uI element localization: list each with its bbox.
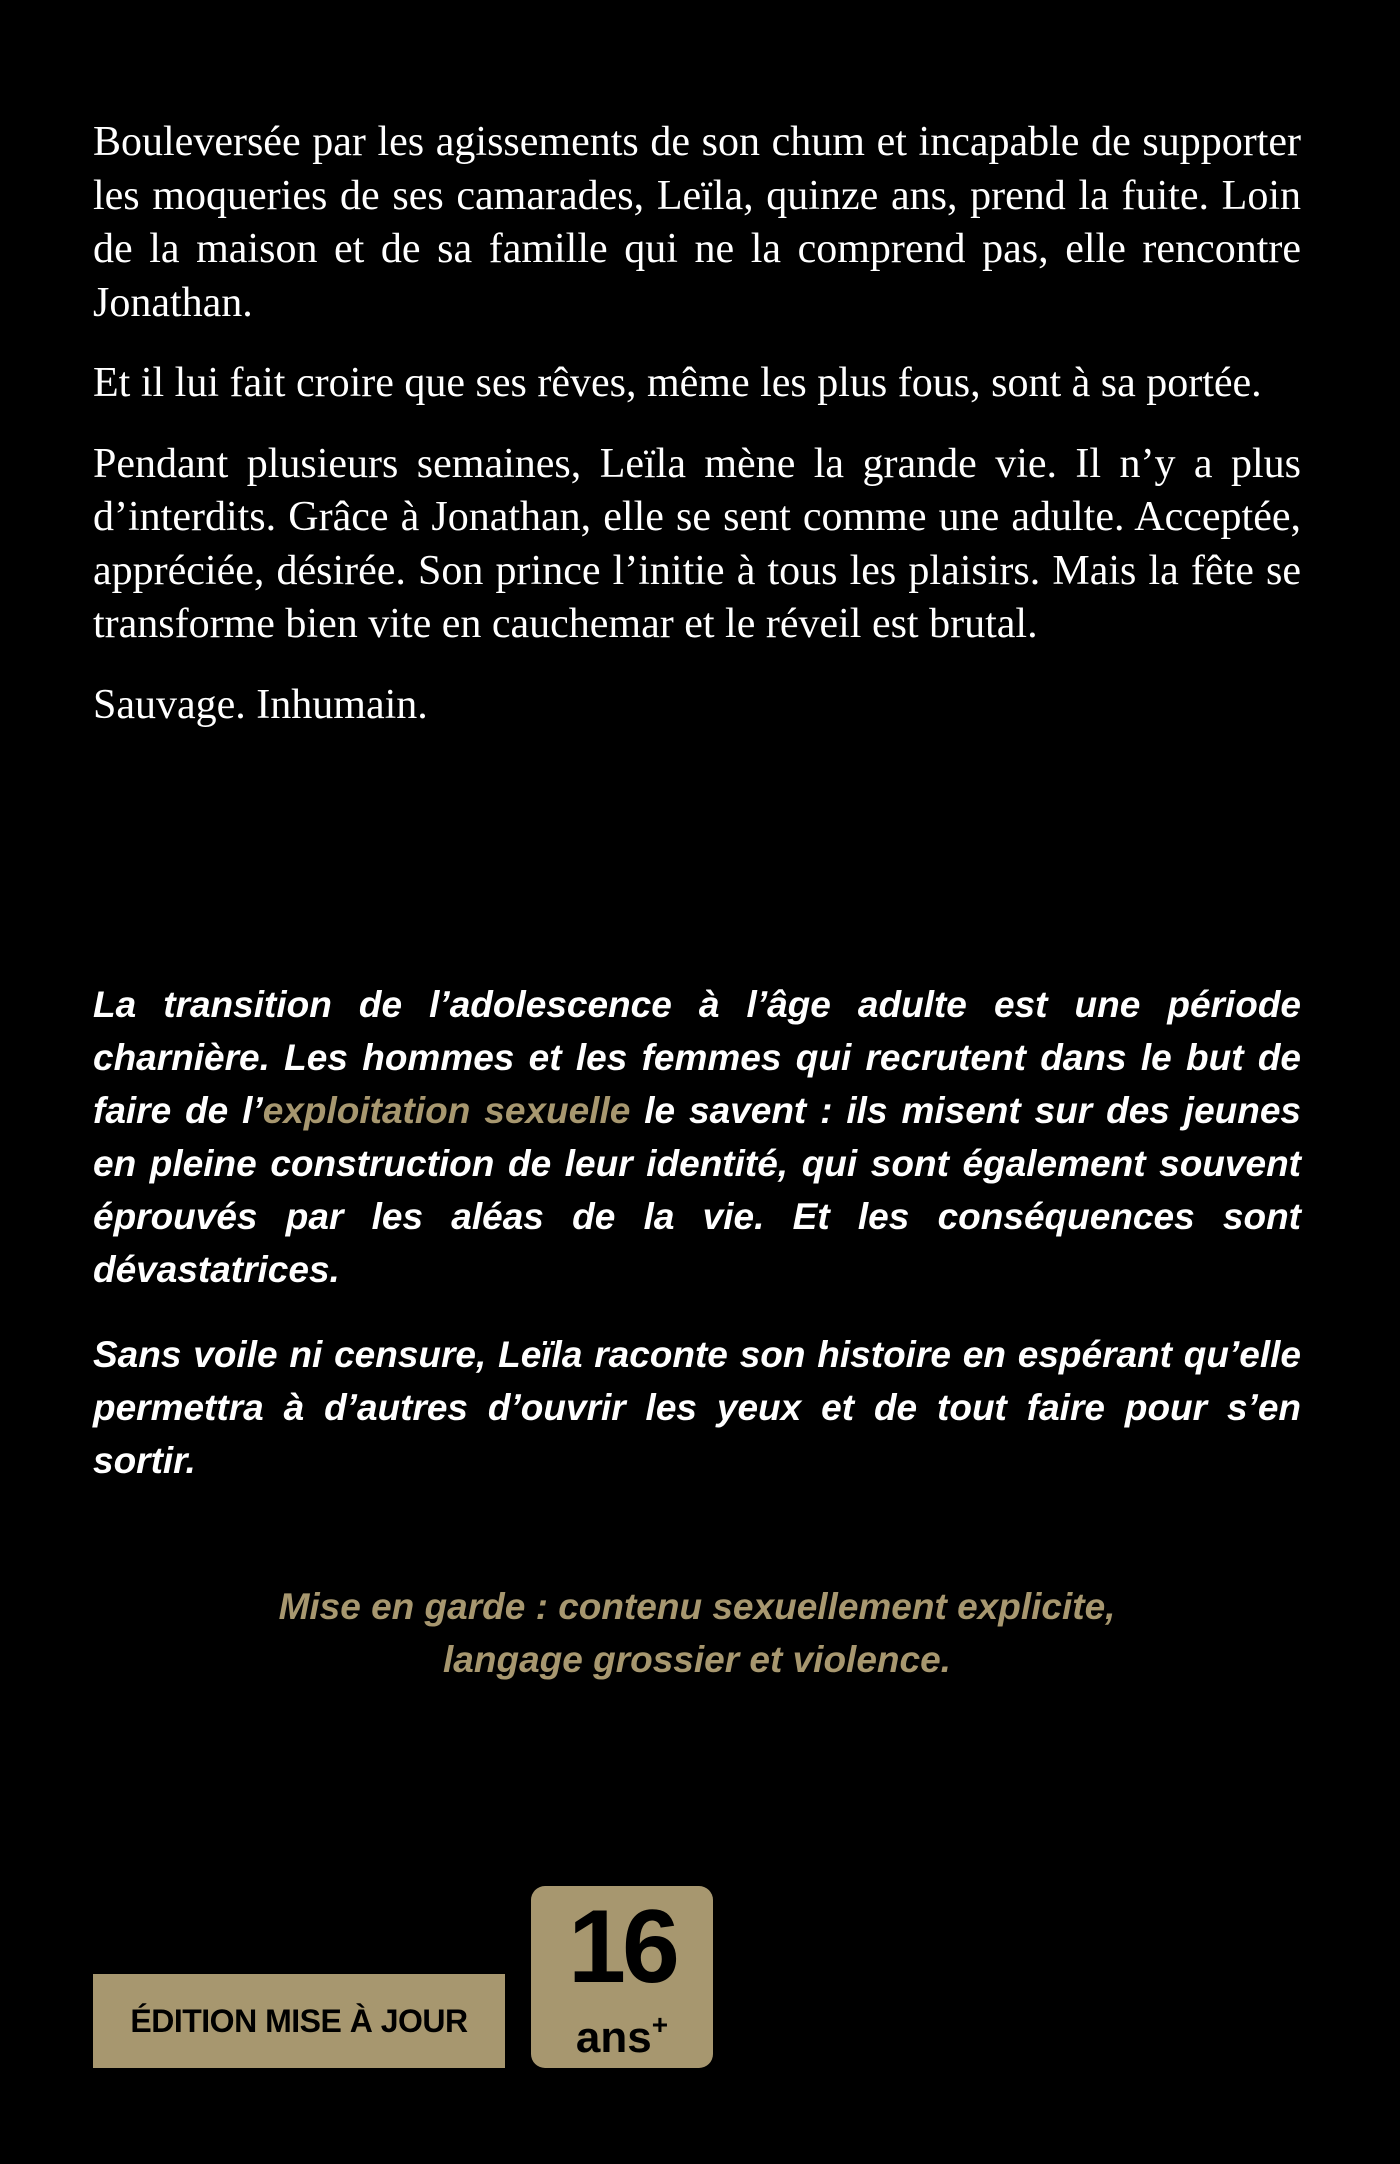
blurb-text-before: La transition de l’adolescence à l’âge adulte est une période charnière. Les hommes et les femmes qui recrutent dans le but de faire de l’ bbox=[93, 984, 1301, 1131]
age-rating-badge bbox=[531, 1886, 713, 2068]
synopsis-paragraph-2: Et il lui fait croire que ses rêves, même les plus fous, sont à sa portée. bbox=[93, 360, 1262, 406]
edition-badge-label: ÉDITION MISE À JOUR bbox=[130, 2002, 468, 2039]
synopsis-paragraph-3: Pendant plusieurs semaines, Leïla mène la grande vie. Il n’y a plus d’interdits. Grâce à Jonathan, elle se sent comme une adulte. Acceptée, appréciée, désirée. Son prince l’initie à tous les plaisirs. Mais la fête se transforme bien vite en cauchemar et le réveil est brutal. bbox=[93, 440, 1301, 647]
age-rating-plus: + bbox=[651, 2009, 669, 2040]
age-rating-unit: ans bbox=[575, 2013, 652, 2062]
age-rating-unit-line bbox=[531, 2000, 713, 2063]
blurb-text-after: le savent : ils misent sur des jeunes en pleine construction de leur identité, qui sont également souvent éprouvés par les aléas de la vie. Et les conséquences sont dévastatrices. bbox=[93, 1090, 1302, 1290]
age-rating-number: 16 bbox=[568, 1889, 676, 2005]
edition-badge bbox=[93, 1974, 505, 2068]
warning-line-1: Mise en garde : contenu sexuellement explicite, bbox=[278, 1586, 1116, 1627]
blurb-paragraph-2: Sans voile ni censure, Leïla raconte son histoire en espérant qu’elle permettra à d’autres d’ouvrir les yeux et de tout faire pour s’en sortir. bbox=[93, 1334, 1301, 1481]
blurb-highlight: exploitation sexuelle bbox=[262, 1090, 631, 1131]
content-warning bbox=[93, 1580, 1301, 1686]
blurb-paragraph-1 bbox=[93, 978, 1301, 1296]
warning-line-2: langage grossier et violence. bbox=[443, 1639, 951, 1680]
blurb bbox=[93, 978, 1301, 1519]
synopsis bbox=[93, 116, 1301, 759]
synopsis-paragraph-4: Sauvage. Inhumain. bbox=[93, 681, 428, 728]
synopsis-paragraph-1: Bouleversée par les agissements de son chum et incapable de supporter les moqueries de ses camarades, Leïla, quinze ans, prend la fuite. Loin de la maison et de sa famille qui ne la comprend pas, elle rencontre Jonathan. bbox=[93, 119, 1301, 326]
